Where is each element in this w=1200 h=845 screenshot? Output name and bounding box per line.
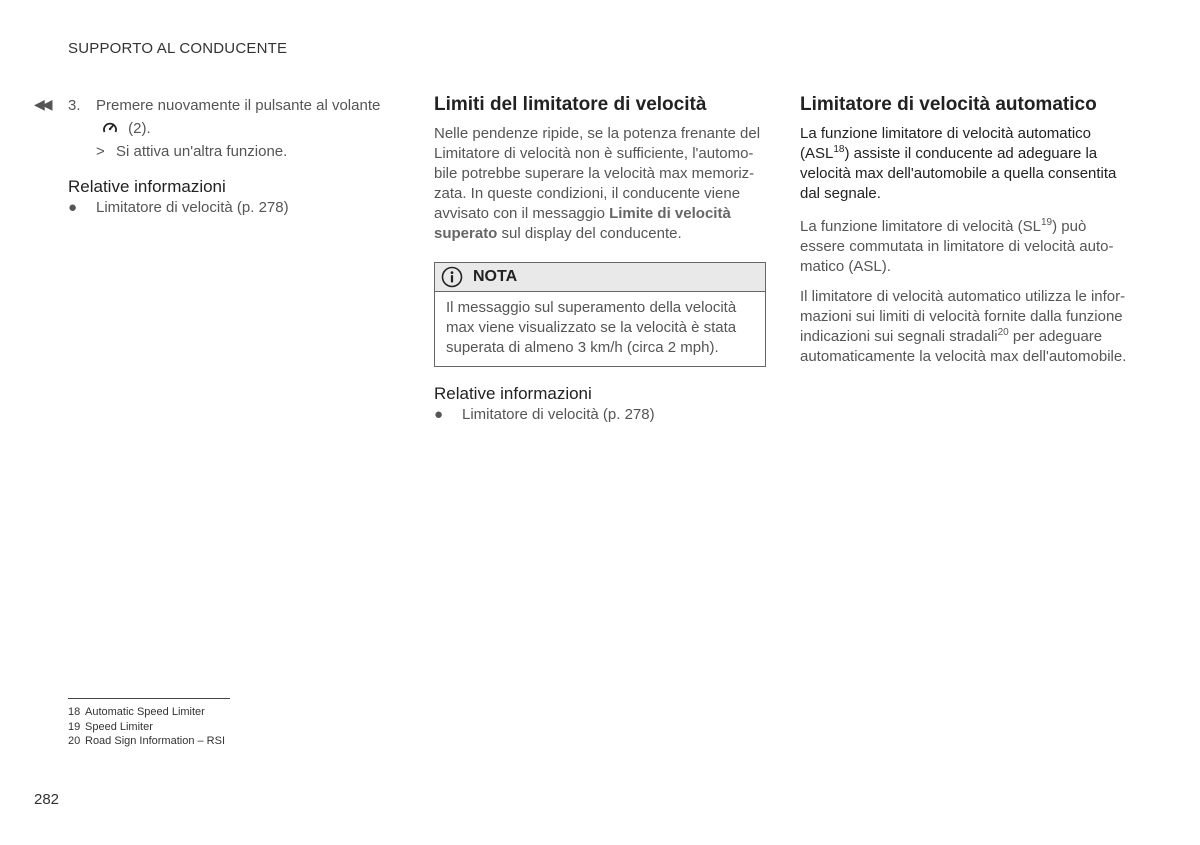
related-item[interactable]	[434, 405, 766, 425]
column-left	[68, 96, 398, 218]
section-heading: Limitatore di velocità automatico	[800, 94, 1097, 115]
paragraph	[800, 217, 1130, 277]
paragraph-text: ) può essere commutata in limitatore di velocità auto-matico (ASL).	[800, 218, 1114, 275]
bullet-icon: ●	[434, 406, 444, 423]
section-header: SUPPORTO AL CONDUCENTE	[68, 40, 288, 57]
note-box	[434, 262, 766, 367]
footnote	[68, 734, 230, 749]
intro-paragraph	[800, 124, 1130, 204]
speed-limiter-icon	[102, 121, 118, 135]
footnote-text: Automatic Speed Limiter	[85, 706, 205, 718]
footnote-ref: 20	[997, 327, 1009, 338]
footnote-divider	[68, 698, 230, 699]
footnote-ref: 19	[1040, 217, 1053, 228]
footnote-number: 18	[68, 706, 81, 718]
step-number: 3.	[68, 97, 81, 114]
back-navigation-icon[interactable]: ◀◀	[34, 96, 50, 112]
column-middle	[434, 92, 766, 425]
related-link[interactable]: Limitatore di velocità (p. 278)	[96, 199, 289, 216]
message-highlight: Limite di velocità superato	[434, 205, 731, 242]
step-text: Premere nuovamente il pulsante al volante	[96, 97, 381, 114]
step-result	[68, 142, 398, 162]
step-icon-line	[68, 119, 398, 139]
footnotes	[68, 698, 230, 749]
related-link[interactable]: Limitatore di velocità (p. 278)	[462, 406, 655, 423]
footnote-ref: 18	[833, 144, 845, 155]
related-heading: Relative informazioni	[434, 384, 592, 403]
paragraph-text: per adeguare automaticamente la velocità max dell'automobile.	[800, 328, 1127, 365]
result-mark: >	[96, 143, 105, 160]
paragraph-text: La funzione limitatore di velocità (SL	[800, 218, 1041, 235]
intro-text: La funzione limitatore di velocità automatico (ASL	[800, 125, 1091, 162]
note-title: NOTA	[473, 268, 518, 285]
footnote-text: Speed Limiter	[85, 720, 153, 733]
related-heading: Relative informazioni	[68, 177, 226, 196]
info-icon	[441, 266, 463, 288]
footnote-number: 20	[68, 735, 81, 747]
paragraph-text: Nelle pendenze ripide, se la potenza frenante del Limitatore di velocità non è sufficiente, l'automo-bile potrebbe superare la velocità max memoriz-zata. In queste condizioni, il conducente viene avvisato con il messaggio	[434, 125, 761, 222]
paragraph	[800, 287, 1130, 367]
paragraph	[434, 124, 766, 244]
intro-text: ) assiste il conducente ad adeguare la velocità max dell'automobile a quella consentita dal segnale.	[800, 145, 1117, 202]
footnote	[68, 705, 230, 720]
paragraph-text: Il limitatore di velocità automatico utilizza le infor-mazioni sui limiti di velocità fornite dalla funzione indicazioni sui segnali stradali	[800, 288, 1126, 345]
page-number: 282	[34, 791, 60, 808]
note-text: Il messaggio sul superamento della velocità max viene visualizzato se la velocità è stata superata di almeno 3 km/h (circa 2 mph).	[446, 299, 737, 356]
note-header	[435, 263, 765, 292]
column-right	[800, 92, 1130, 367]
footnote	[68, 720, 230, 735]
step-icon-suffix: (2).	[128, 120, 151, 137]
section-heading: Limiti del limitatore di velocità	[434, 94, 707, 115]
footnote-text: Road Sign Information – RSI	[85, 735, 226, 747]
footnote-number: 19	[68, 720, 81, 733]
related-item[interactable]	[68, 198, 398, 218]
bullet-icon: ●	[68, 199, 78, 216]
result-text: Si attiva un'altra funzione.	[116, 143, 288, 160]
paragraph-text: sul display del conducente.	[501, 225, 682, 242]
procedure-step	[68, 96, 398, 116]
